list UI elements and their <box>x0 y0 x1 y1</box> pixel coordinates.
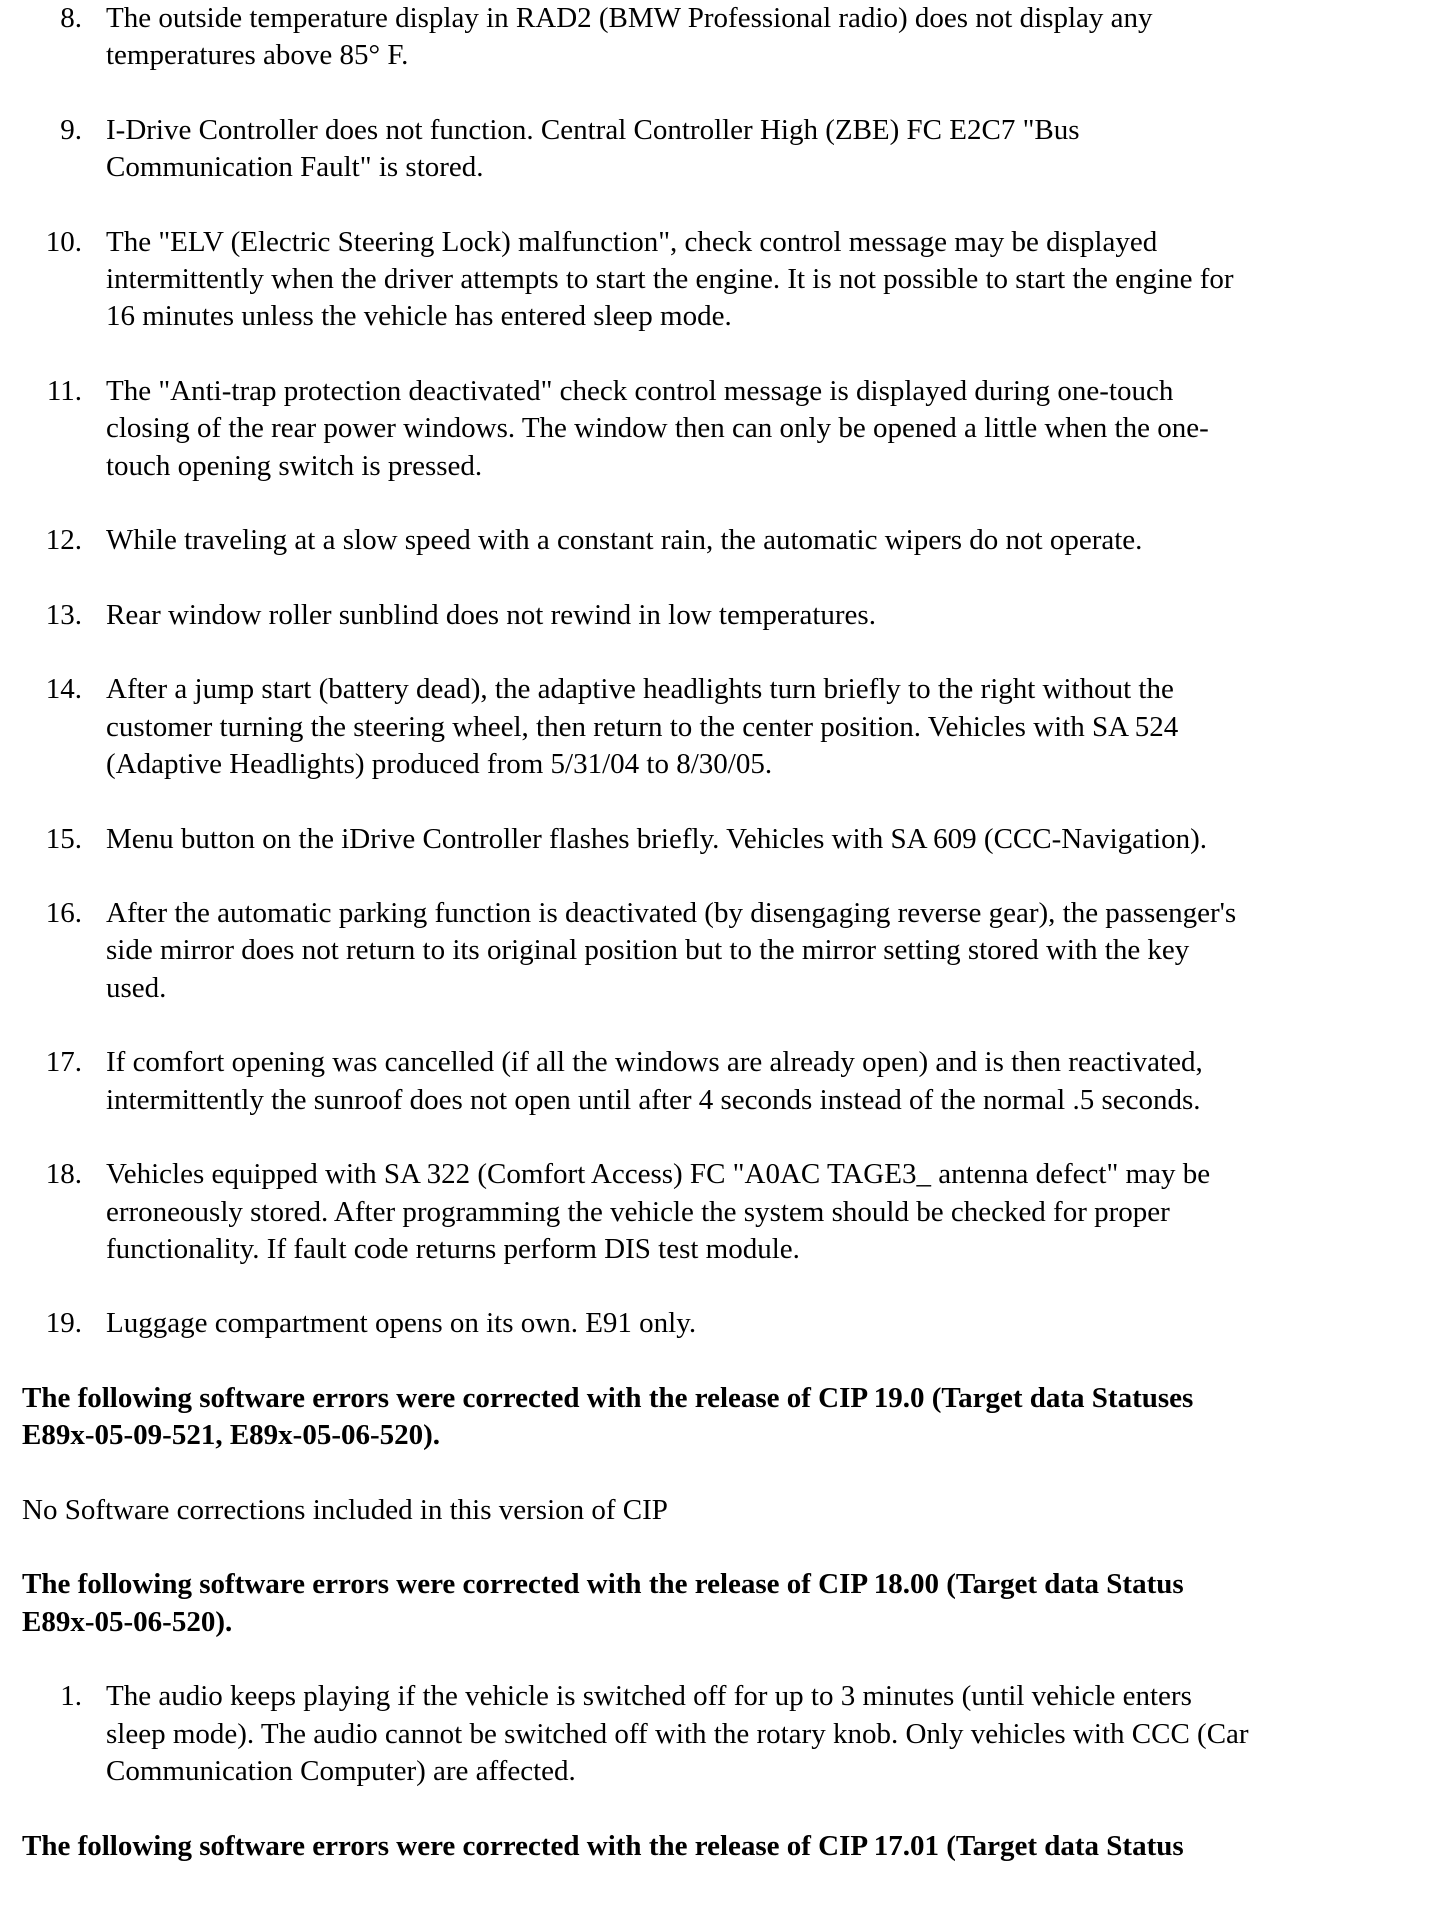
paragraph <box>0 1492 1456 1529</box>
list-item <box>0 821 1456 858</box>
text-line: The outside temperature display in RAD2 (BMW Professional radio) does not display any <box>106 2 1153 34</box>
text-line: erroneously stored. After programming the vehicle the system should be checked for proper <box>106 1195 1170 1228</box>
section-heading <box>0 1566 1456 1641</box>
list-item <box>0 895 1456 1007</box>
text-line: The audio keeps playing if the vehicle is switched off for up to 3 minutes (until vehicle enters <box>106 1680 1192 1713</box>
list-item-number: 14. <box>45 673 82 706</box>
list-item <box>0 1678 1456 1790</box>
list-item-number: 10. <box>45 225 82 258</box>
text-line: functionality. If fault code returns perform DIS test module. <box>106 1232 800 1265</box>
text-line: Communication Computer) are affected. <box>106 1754 576 1787</box>
text-line: temperatures above 85° F. <box>106 39 409 72</box>
list-item <box>0 373 1456 485</box>
list-item-number: 15. <box>45 822 82 855</box>
text-line: customer turning the steering wheel, then return to the center position. Vehicles with SA 524 <box>106 710 1179 743</box>
list-item <box>0 597 1456 634</box>
list-item-number: 18. <box>45 1158 82 1191</box>
list-item-number: 12. <box>45 524 82 557</box>
text-line: If comfort opening was cancelled (if all the windows are already open) and is then reactivated, <box>106 1046 1203 1079</box>
list-item <box>0 1044 1456 1119</box>
text-line: intermittently the sunroof does not open until after 4 seconds instead of the normal .5 seconds. <box>106 1083 1201 1116</box>
text-line: used. <box>106 971 167 1004</box>
list-item <box>0 224 1456 336</box>
text-line: Rear window roller sunblind does not rewind in low temperatures. <box>106 598 876 631</box>
list-item <box>0 112 1456 187</box>
list-item-number: 1. <box>60 1680 82 1713</box>
list-item <box>0 0 1456 75</box>
text-line: Vehicles equipped with SA 322 (Comfort Access) FC "A0AC TAGE3_ antenna defect" may be <box>106 1158 1211 1191</box>
text-line: No Software corrections included in this version of CIP <box>22 1493 668 1526</box>
list-item-number: 8. <box>60 2 82 34</box>
list-item-number: 13. <box>45 598 82 631</box>
text-line: I-Drive Controller does not function. Central Controller High (ZBE) FC E2C7 "Bus <box>106 113 1080 146</box>
text-line: touch opening switch is pressed. <box>106 449 483 482</box>
list-item-number: 19. <box>45 1307 82 1340</box>
text-line: sleep mode). The audio cannot be switched off with the rotary knob. Only vehicles with CCC (Car <box>106 1717 1249 1750</box>
text-line: intermittently when the driver attempts to start the engine. It is not possible to start the engine for <box>106 263 1234 296</box>
list-item <box>0 1305 1456 1342</box>
section-heading <box>0 1828 1456 1865</box>
list-item <box>0 522 1456 559</box>
text-line: The following software errors were corrected with the release of CIP 18.00 (Target data Status <box>22 1568 1184 1601</box>
list-item <box>0 671 1456 783</box>
text-line: While traveling at a slow speed with a constant rain, the automatic wipers do not operate. <box>106 524 1143 557</box>
text-line: Communication Fault" is stored. <box>106 151 484 184</box>
list-item-number: 16. <box>45 897 82 930</box>
text-line: The following software errors were corrected with the release of CIP 19.0 (Target data Statuses <box>22 1381 1194 1414</box>
text-line: After the automatic parking function is deactivated (by disengaging reverse gear), the passenger's <box>106 897 1237 930</box>
list-item-number: 17. <box>45 1046 82 1079</box>
text-line: E89x-05-06-520). <box>22 1605 233 1638</box>
list-item <box>0 1156 1456 1268</box>
text-line: (Adaptive Headlights) produced from 5/31/04 to 8/30/05. <box>106 747 773 780</box>
text-line: The "Anti-trap protection deactivated" check control message is displayed during one-touch <box>106 374 1174 407</box>
text-line: side mirror does not return to its original position but to the mirror setting stored with the key <box>106 934 1190 967</box>
text-line: Menu button on the iDrive Controller flashes briefly. Vehicles with SA 609 (CCC-Navigation). <box>106 822 1208 855</box>
text-line: The following software errors were corrected with the release of CIP 17.01 (Target data Status <box>22 1829 1184 1862</box>
section-heading <box>0 1380 1456 1455</box>
text-line: E89x-05-09-521, E89x-05-06-520). <box>22 1419 441 1452</box>
text-line: The "ELV (Electric Steering Lock) malfunction", check control message may be displayed <box>106 225 1158 258</box>
text-line: Luggage compartment opens on its own. E91 only. <box>106 1307 697 1340</box>
text-line: After a jump start (battery dead), the adaptive headlights turn briefly to the right without the <box>106 673 1174 706</box>
list-item-number: 9. <box>60 113 82 146</box>
text-line: closing of the rear power windows. The window then can only be opened a little when the one- <box>106 412 1209 445</box>
list-item-number: 11. <box>46 374 82 407</box>
text-line: 16 minutes unless the vehicle has entered sleep mode. <box>106 300 732 333</box>
